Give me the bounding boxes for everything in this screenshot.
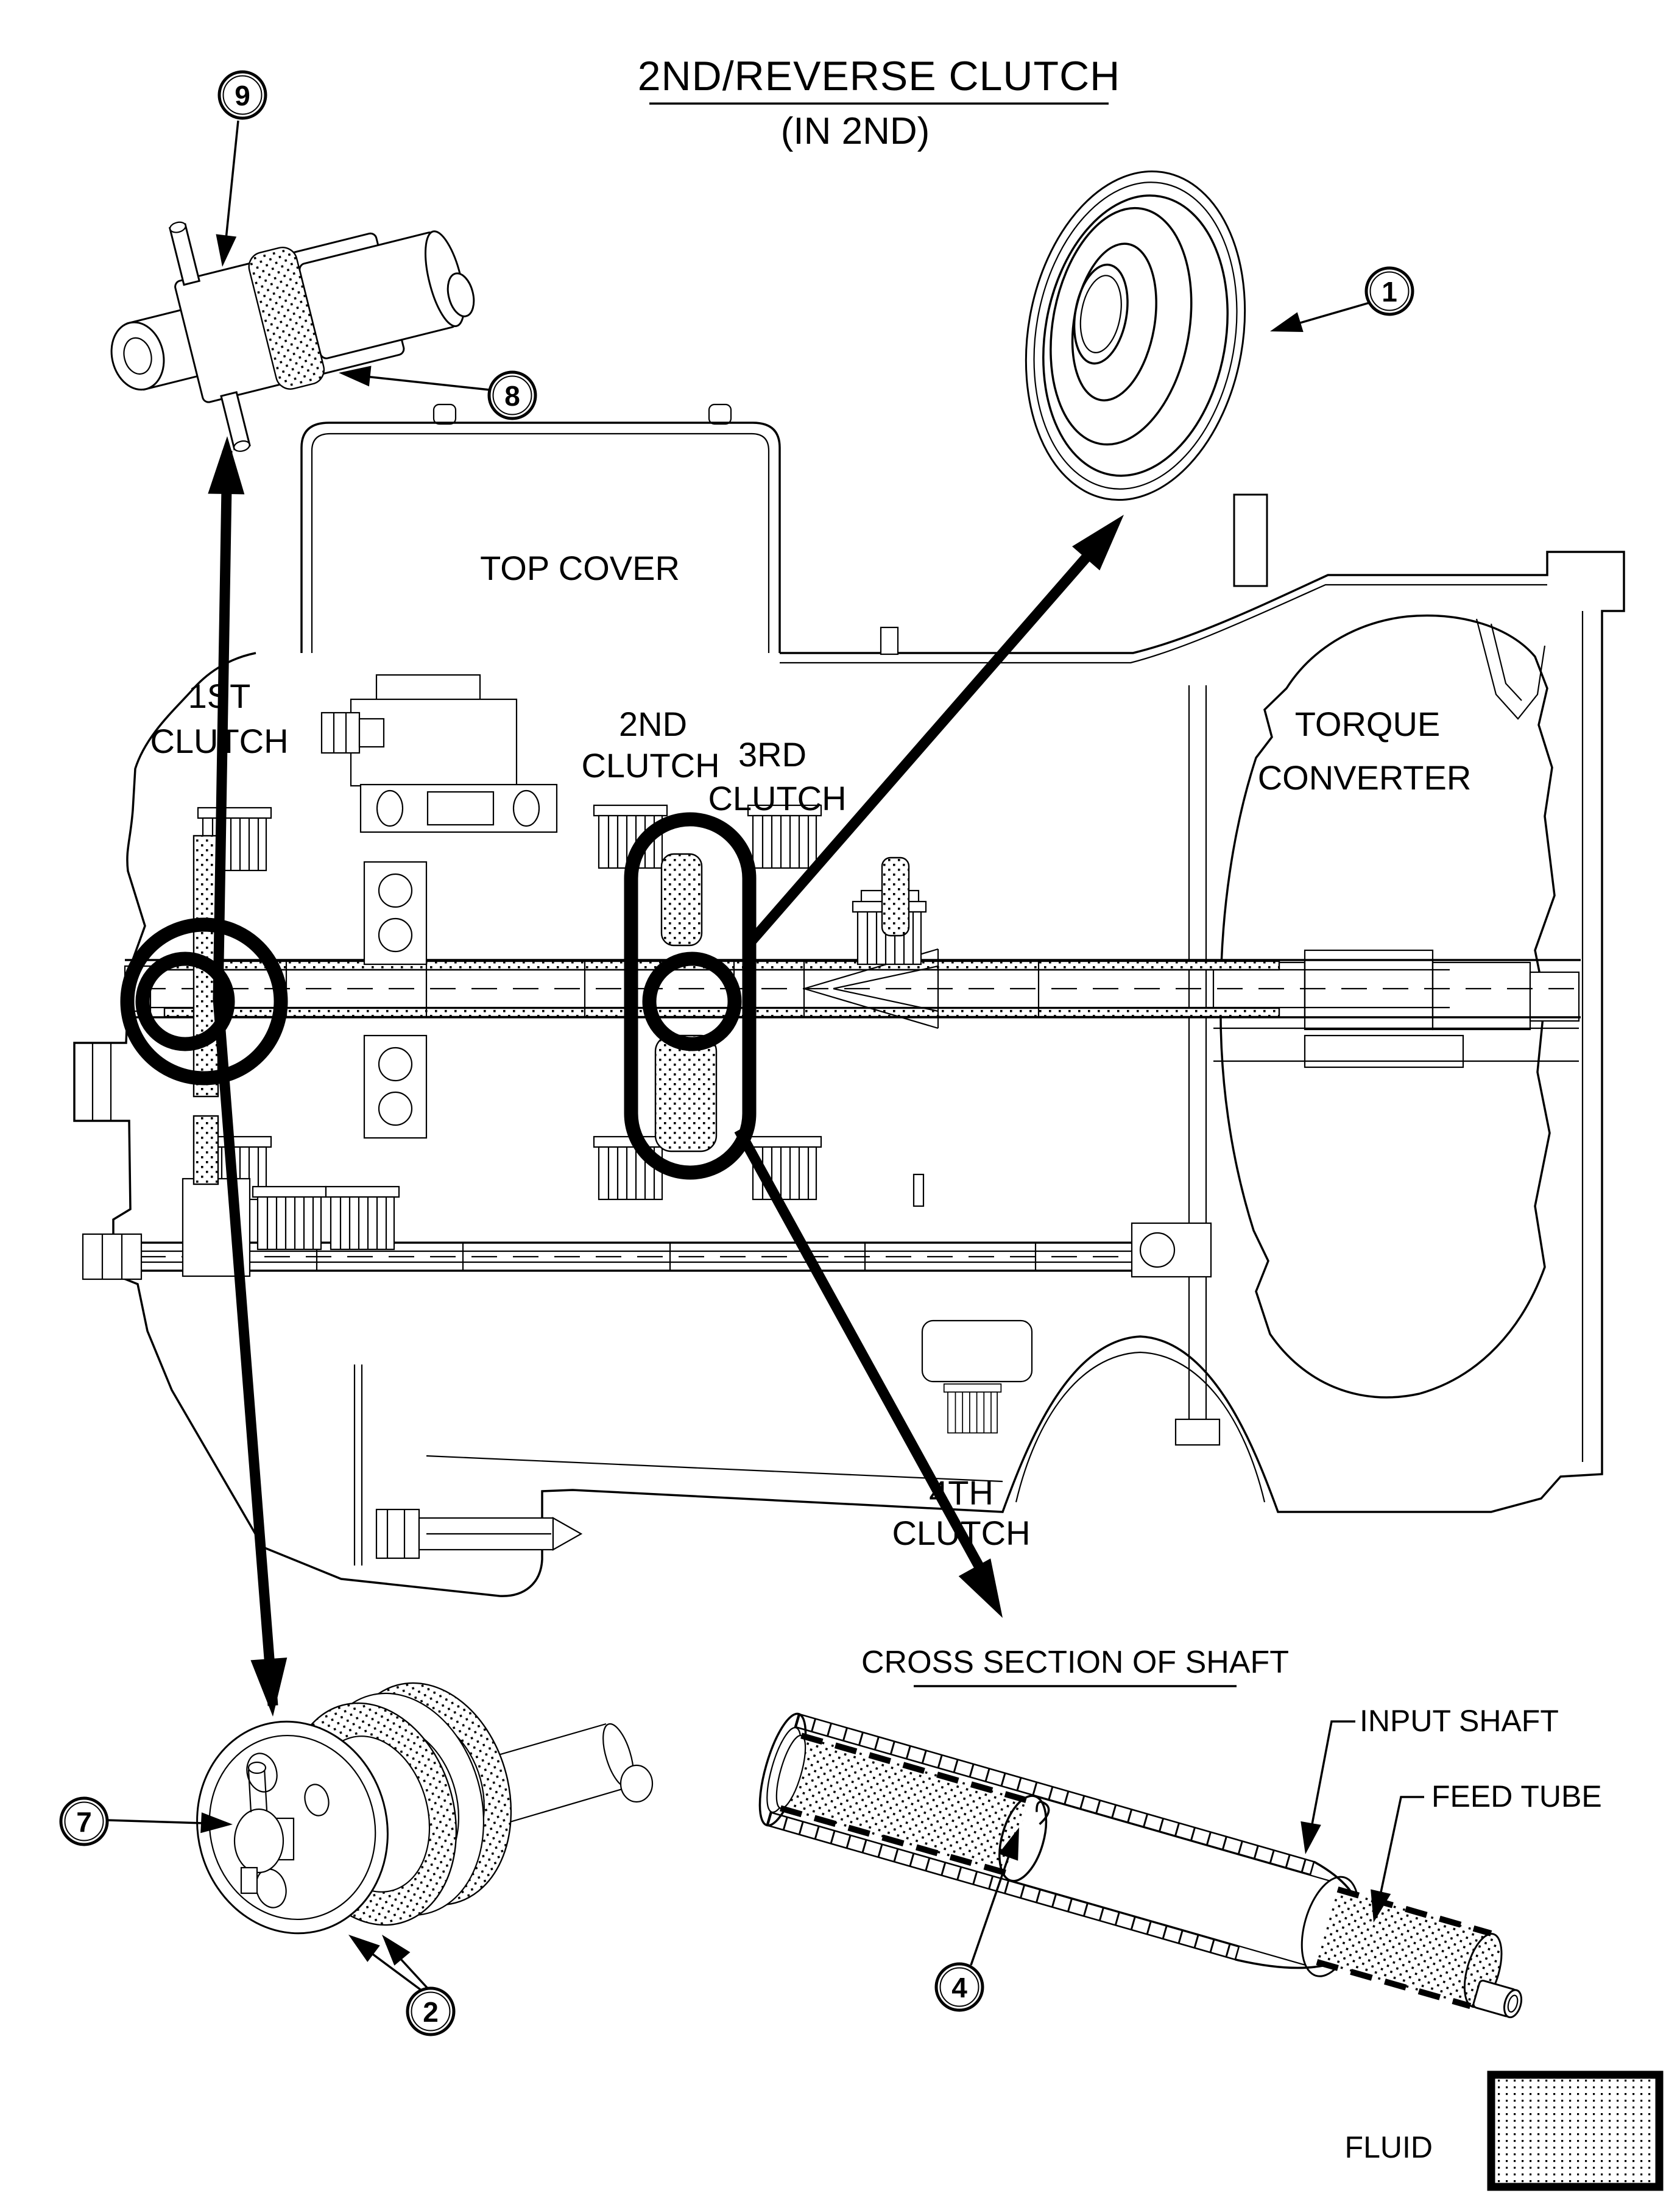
bearing-block xyxy=(364,1036,426,1138)
case-top-stub xyxy=(881,627,898,654)
fluid-legend xyxy=(1345,2075,1659,2187)
torque-converter xyxy=(1176,616,1579,1445)
seal-ring-sleeve-part xyxy=(84,72,535,476)
label-3rd-clutch-2: CLUTCH xyxy=(708,779,847,817)
callout-8-number: 8 xyxy=(504,380,520,412)
fluid-legend-swatch xyxy=(1491,2075,1659,2187)
callout-9 xyxy=(212,72,266,268)
title-line-1: 2ND/REVERSE CLUTCH xyxy=(637,53,1121,99)
gear-stack-lower-left xyxy=(326,1187,399,1249)
callout-9-number: 9 xyxy=(235,80,250,111)
lower-shaft xyxy=(83,1223,1211,1279)
fluid-passage xyxy=(655,1036,716,1151)
fluid-passage xyxy=(882,858,909,936)
bearing-block xyxy=(364,862,426,964)
label-1st-clutch-2: CLUTCH xyxy=(150,722,289,760)
cooler-fitting-stub xyxy=(1234,495,1267,586)
label-feed-tube: FEED TUBE xyxy=(1431,1779,1602,1813)
callout-2-number: 2 xyxy=(423,1996,439,2028)
cross-section-heading: CROSS SECTION OF SHAFT xyxy=(861,1645,1290,1680)
cover-boss-icon xyxy=(434,404,456,424)
case-bottom-bolt xyxy=(376,1509,581,1558)
label-4th-clutch-1: 4TH xyxy=(929,1474,994,1512)
diagram-title xyxy=(638,53,1121,152)
input-shaft-tube xyxy=(750,1709,1543,2039)
clutch-drum-shaft-part xyxy=(61,1664,652,2035)
callout-1-number: 1 xyxy=(1382,276,1397,308)
callout-2 xyxy=(342,1926,454,2035)
feed-tube-callout xyxy=(1363,1779,1601,1925)
shaft-cross-section xyxy=(750,1645,1602,2039)
transmission-cross-section xyxy=(74,404,1624,1596)
label-2nd-clutch-1: 2ND xyxy=(618,705,688,743)
fluid-passage xyxy=(194,1116,218,1184)
label-2nd-clutch-2: CLUTCH xyxy=(581,746,720,785)
top-cover xyxy=(302,404,780,653)
arrow-to-piston-disc-part xyxy=(750,503,1138,943)
upper-shaft xyxy=(125,949,1581,1028)
label-torque-converter-1: TORQUE xyxy=(1294,705,1441,743)
clutch-pack-4th-lower xyxy=(944,1384,1001,1433)
title-line-2: (IN 2ND) xyxy=(780,110,930,152)
clutch-piston-disc-part xyxy=(1001,154,1413,518)
fluid-passage xyxy=(662,854,702,945)
gear-stack-lower-left xyxy=(253,1187,326,1249)
callout-1 xyxy=(1267,268,1413,341)
fluid-legend-label: FLUID xyxy=(1344,2130,1433,2164)
label-1st-clutch-1: 1ST xyxy=(188,677,251,715)
label-3rd-clutch-1: 3RD xyxy=(738,735,807,774)
callout-7-number: 7 xyxy=(76,1806,92,1838)
internal-assemblies xyxy=(183,675,1032,1433)
label-4th-clutch-2: CLUTCH xyxy=(892,1514,1031,1552)
label-top-cover: TOP COVER xyxy=(480,549,680,587)
callout-4-number: 4 xyxy=(951,1972,967,2003)
label-input-shaft: INPUT SHAFT xyxy=(1360,1704,1559,1738)
label-torque-converter-2: CONVERTER xyxy=(1257,758,1472,797)
cover-boss-icon xyxy=(709,404,731,424)
